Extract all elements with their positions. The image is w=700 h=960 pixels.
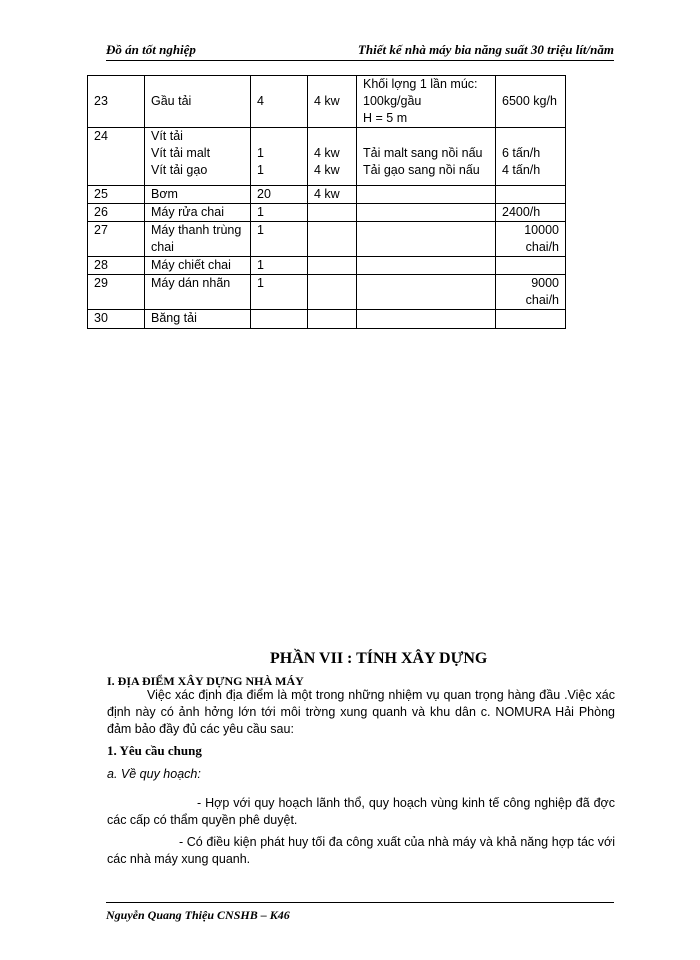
cell-text: Máy rửa chai	[151, 205, 224, 219]
cell-power	[308, 222, 357, 257]
cell-name	[145, 222, 251, 257]
header-right: Thiết kế nhà máy bia năng suất 30 triệu lít/năm	[357, 42, 614, 57]
table-row	[88, 275, 566, 310]
section-title: PHẦN VII : TÍNH XÂY DỰNG	[270, 650, 488, 667]
cell-qty	[251, 76, 308, 128]
equipment-table	[87, 75, 566, 329]
cell-name	[145, 310, 251, 329]
cell-text	[363, 257, 489, 274]
page-header	[106, 40, 614, 61]
cell-text: 100kg/gầu	[363, 94, 422, 108]
paragraph-location: Việc xác định địa điểm là một trong những nhiệm vụ quan trọng hàng đầu .Việc xác định này có ảnh hởng lớn tới môi trờng xung quanh và khu dân c. NOMURA Hải Phòng đảm bảo đầy đủ các yêu cầu sau:	[107, 688, 615, 736]
table-row	[88, 76, 566, 128]
header-left: Đồ án tốt nghiệp	[106, 42, 196, 57]
cell-name	[145, 275, 251, 310]
cell-text	[314, 222, 350, 239]
cell-no	[88, 76, 145, 128]
cell-text: 1	[257, 146, 264, 160]
cell-text: 10000	[524, 223, 559, 237]
cell-capacity	[496, 204, 566, 222]
cell-qty	[251, 275, 308, 310]
cell-power	[308, 275, 357, 310]
cell-no	[88, 275, 145, 310]
cell-text	[363, 186, 489, 203]
cell-text: 6500 kg/h	[502, 94, 557, 108]
cell-description	[357, 275, 496, 310]
cell-text	[314, 310, 350, 327]
cell-text: 9000	[531, 276, 559, 290]
cell-text	[502, 310, 559, 327]
cell-text: 28	[94, 258, 108, 272]
cell-text: 4 kw	[314, 94, 340, 108]
cell-text: 6 tấn/h	[502, 146, 541, 160]
cell-text	[502, 257, 559, 274]
cell-text: 4 kw	[314, 187, 340, 201]
cell-text: 1	[257, 276, 264, 290]
cell-text: 23	[94, 94, 108, 108]
cell-qty	[251, 310, 308, 329]
cell-text: 4 kw	[314, 163, 340, 177]
cell-text: 29	[94, 276, 108, 290]
table-row	[88, 310, 566, 329]
cell-text: Tải malt sang nồi nấu	[363, 146, 483, 160]
table-row	[88, 222, 566, 257]
heading-location: I. ĐỊA ĐIỂM XÂY DỰNG NHÀ MÁY	[107, 674, 304, 688]
cell-text	[314, 204, 350, 221]
cell-description	[357, 204, 496, 222]
cell-text: Vít tải	[151, 129, 183, 143]
cell-text	[363, 222, 489, 239]
cell-text: chai/h	[525, 293, 559, 307]
cell-description	[357, 186, 496, 204]
cell-text	[502, 128, 559, 145]
cell-text: 4 kw	[314, 146, 340, 160]
cell-capacity	[496, 310, 566, 329]
cell-capacity	[496, 128, 566, 186]
cell-text: 1	[257, 223, 264, 237]
cell-description	[357, 310, 496, 329]
cell-qty	[251, 222, 308, 257]
table-row	[88, 257, 566, 275]
cell-text: Tải gạo sang nồi nấu	[363, 163, 480, 177]
cell-description	[357, 222, 496, 257]
bullet-planning-2: - Có điều kiện phát huy tối đa công xuất của nhà máy và khả năng hợp tác với các nhà máy xung quanh.	[107, 835, 615, 866]
cell-power	[308, 76, 357, 128]
cell-text: 25	[94, 187, 108, 201]
cell-text: 4	[257, 94, 264, 108]
page-footer: Nguyễn Quang Thiệu CNSHB – K46	[106, 902, 614, 923]
cell-name	[145, 204, 251, 222]
cell-qty	[251, 204, 308, 222]
cell-name	[145, 76, 251, 128]
cell-qty	[251, 257, 308, 275]
cell-qty	[251, 128, 308, 186]
cell-text	[363, 204, 489, 221]
cell-text: Máy dán nhãn	[151, 276, 231, 290]
cell-text	[314, 128, 350, 145]
cell-text	[363, 128, 489, 145]
cell-text: chai	[151, 240, 174, 254]
heading-general-requirements: 1. Yêu cầu chung	[107, 743, 202, 758]
cell-no	[88, 204, 145, 222]
table-row	[88, 128, 566, 186]
cell-text: Bơm	[151, 187, 178, 201]
cell-description	[357, 76, 496, 128]
cell-text	[363, 275, 489, 292]
cell-text: H = 5 m	[363, 111, 408, 125]
cell-no	[88, 222, 145, 257]
cell-text: 20	[257, 187, 271, 201]
cell-text: Vít tải gạo	[151, 163, 208, 177]
cell-no	[88, 310, 145, 329]
cell-text	[257, 128, 301, 145]
cell-text: chai/h	[525, 240, 559, 254]
cell-no	[88, 128, 145, 186]
cell-capacity	[496, 76, 566, 128]
cell-text: 30	[94, 311, 108, 325]
cell-power	[308, 186, 357, 204]
table-row	[88, 186, 566, 204]
cell-description	[357, 257, 496, 275]
cell-text: 1	[257, 258, 264, 272]
cell-capacity	[496, 257, 566, 275]
cell-text: Máy thanh trùng	[151, 223, 242, 237]
cell-text: Khối lợng 1 lần múc:	[363, 77, 478, 91]
cell-text: 24	[94, 129, 108, 143]
cell-name	[145, 128, 251, 186]
cell-description	[357, 128, 496, 186]
cell-text	[502, 186, 559, 203]
cell-text: Vít tải malt	[151, 146, 211, 160]
cell-text: 26	[94, 205, 108, 219]
cell-capacity	[496, 186, 566, 204]
cell-qty	[251, 186, 308, 204]
cell-text	[363, 310, 489, 327]
cell-text: Băng tải	[151, 311, 197, 325]
cell-name	[145, 257, 251, 275]
cell-text	[257, 310, 301, 327]
cell-no	[88, 186, 145, 204]
cell-name	[145, 186, 251, 204]
cell-power	[308, 257, 357, 275]
cell-text	[314, 275, 350, 292]
cell-text: 1	[257, 205, 264, 219]
heading-planning: a. Về quy hoạch:	[107, 767, 201, 781]
cell-no	[88, 257, 145, 275]
cell-power	[308, 128, 357, 186]
cell-text	[314, 257, 350, 274]
cell-capacity	[496, 275, 566, 310]
cell-text: Máy chiết chai	[151, 258, 231, 272]
cell-text: 1	[257, 163, 264, 177]
bullet-planning-1: - Hợp với quy hoạch lãnh thổ, quy hoạch vùng kinh tế công nghiệp đã đợc các cấp có thẩm quyền phê duyệt.	[107, 796, 615, 827]
cell-power	[308, 310, 357, 329]
cell-text: Gầu tải	[151, 94, 192, 108]
cell-text: 2400/h	[502, 205, 541, 219]
cell-capacity	[496, 222, 566, 257]
cell-power	[308, 204, 357, 222]
cell-text: 27	[94, 223, 108, 237]
cell-text: 4 tấn/h	[502, 163, 541, 177]
table-row	[88, 204, 566, 222]
